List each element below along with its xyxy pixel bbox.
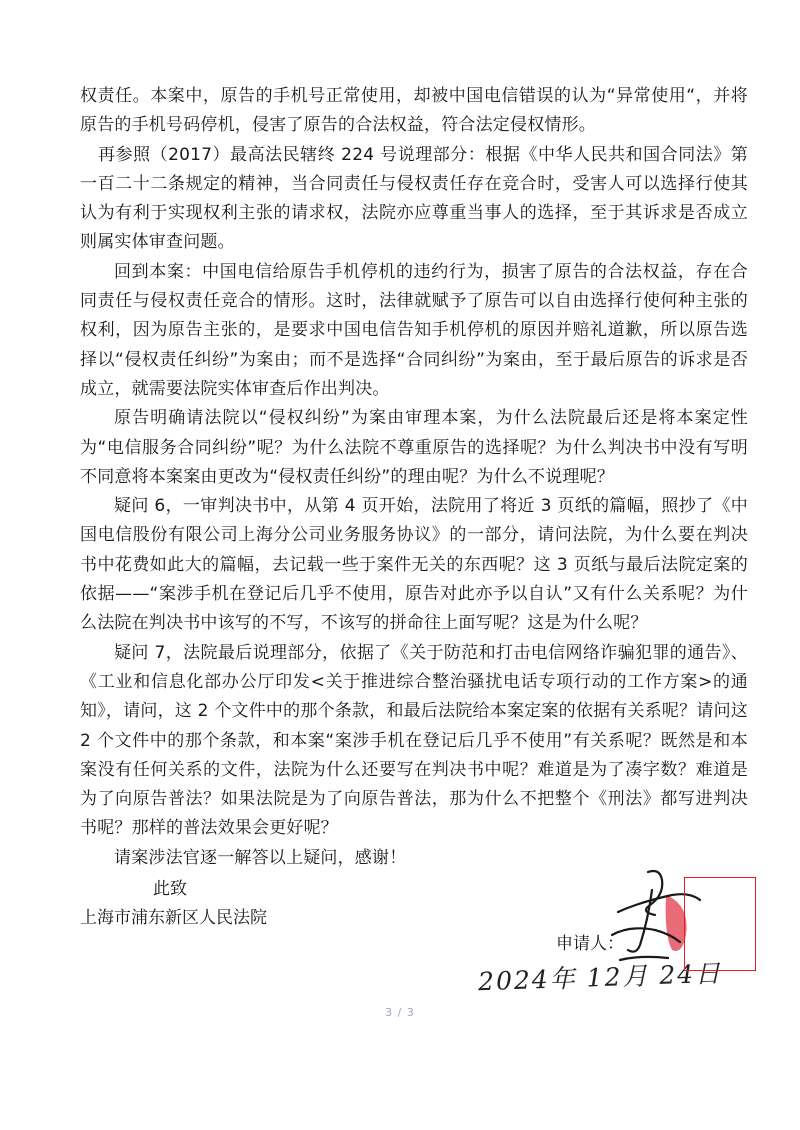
redaction-box [684, 877, 756, 971]
paragraph-2: 再参照（2017）最高法民辖终 224 号说理部分：根据《中华人民共和国合同法》第一百二十二条规定的精神，当合同责任与侵权责任存在竞合时，受害人可以选择行使其认为有利于实现权利主张的请求权，法院亦应尊重当事人的选择，至于其诉求是否成立则属实体审查问题。 [80, 144, 748, 253]
letter-body [80, 82, 748, 873]
paragraph-4: 原告明确请法院以“侵权纠纷”为案由审理本案，为什么法院最后还是将本案定性为“电信服务合同纠纷”呢？为什么法院不尊重原告的选择呢？为什么判决书中没有写明不同意将本案案由更改为“侵权责任纠纷”的理由呢？为什么不说理呢？ [80, 408, 748, 487]
applicant-label: 申请人： [556, 934, 624, 954]
salutation: 此致 [153, 879, 187, 899]
paragraph-3: 回到本案：中国电信给原告手机停机的违约行为，损害了原告的合法权益，存在合同责任与侵权责任竞合的情形。这时，法律就赋予了原告可以自由选择行使何种主张的权利，因为原告主张的，是要求中国电信告知手机停机的原因并赔礼道歉，所以原告选择以“侵权责任纠纷”为案由；而不是选择“合同纠纷”为案由，至于最后原告的诉求是否成立，就需要法院实体审查后作出判决。 [80, 261, 748, 399]
court-name: 上海市浦东新区人民法院 [80, 908, 267, 928]
paragraph-7: 请案涉法官逐一解答以上疑问，感谢！ [114, 847, 407, 868]
handwritten-date: 2024年 12月 24日 [477, 958, 723, 997]
paragraph-6: 疑问 7，法院最后说理部分，依据了《关于防范和打击电信网络诈骗犯罪的通告》、《工业和信息化部办公厅印发<关于推进综合整治骚扰电话专项行动的工作方案>的通知》，请问，这 2 个文件中的那个条款，和最后法院给本案定案的依据有关系呢？请问这 2 个文件中的那个条款，和本案“案涉手机在登记后几乎不使用”有关系呢？既然是和本案没有任何关系的文件，法院为什么还要写在判决书中呢？难道是为了凑字数？难道是为了向原告普法？如果法院是为了向原告普法，那为什么不把整个《刑法》都写进判决书呢？那样的普法效果会更好呢？ [80, 642, 748, 839]
page-number: 3 / 3 [385, 1006, 415, 1019]
paragraph-1: 权责任。本案中，原告的手机号正常使用，却被中国电信错误的认为“异常使用“，并将原告的手机号码停机，侵害了原告的合法权益，符合法定侵权情形。 [80, 86, 748, 136]
paragraph-5: 疑问 6，一审判决书中，从第 4 页开始，法院用了将近 3 页纸的篇幅，照抄了《中国电信股份有限公司上海分公司业务服务协议》的一部分，请问法院，为什么要在判决书中花费如此大的篇幅，去记载一些于案件无关的东西呢？这 3 页纸与最后法院定案的依据——“案涉手机在登记后几乎不使用，原告对此亦予以自认”又有什么关系呢？为什么法院在判决书中该写的不写，不该写的拼命往上面写呢？这是为什么呢？ [80, 496, 748, 634]
